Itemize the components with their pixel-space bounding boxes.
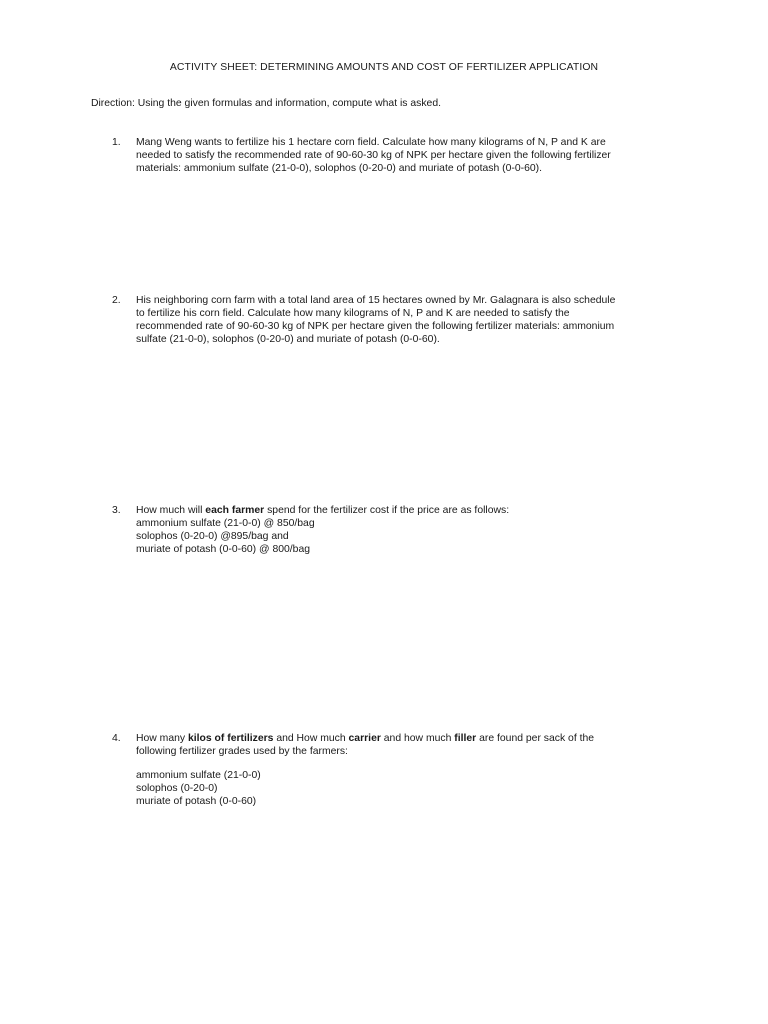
question-emphasis: each farmer bbox=[205, 505, 265, 516]
price-item: solophos (0-20-0) @895/bag and bbox=[136, 531, 289, 542]
question-number: 4. bbox=[112, 733, 121, 744]
question-body bbox=[136, 294, 682, 346]
page-title: ACTIVITY SHEET: DETERMINING AMOUNTS AND COST OF FERTILIZER APPLICATION bbox=[169, 62, 599, 73]
question-line: His neighboring corn farm with a total land area of 15 hectares owned by Mr. Galagnara is also schedule bbox=[136, 295, 616, 306]
question-line: to fertilize his corn field. Calculate how many kilograms of N, P and K are needed to satisfy the bbox=[136, 308, 570, 319]
question-emphasis: filler bbox=[454, 733, 477, 744]
spacer bbox=[136, 758, 682, 769]
question-4 bbox=[112, 732, 682, 808]
fertilizer-item: solophos (0-20-0) bbox=[136, 783, 218, 794]
question-text: and How much bbox=[273, 733, 349, 744]
question-1 bbox=[112, 136, 682, 175]
question-3 bbox=[112, 504, 682, 556]
question-text: and how much bbox=[380, 733, 455, 744]
question-text: spend for the fertilizer cost if the price are as follows: bbox=[264, 505, 510, 516]
question-text: How much will bbox=[136, 505, 206, 516]
price-item: ammonium sulfate (21-0-0) @ 850/bag bbox=[136, 518, 315, 529]
direction-text: Direction: Using the given formulas and information, compute what is asked. bbox=[91, 98, 441, 109]
question-line bbox=[136, 732, 682, 745]
fertilizer-item: muriate of potash (0-0-60) bbox=[136, 796, 257, 807]
question-number: 2. bbox=[112, 295, 121, 306]
question-emphasis: carrier bbox=[348, 733, 381, 744]
question-emphasis: kilos of fertilizers bbox=[187, 733, 274, 744]
price-item: muriate of potash (0-0-60) @ 800/bag bbox=[136, 544, 311, 555]
question-line: materials: ammonium sulfate (21-0-0), solophos (0-20-0) and muriate of potash (0-0-60). bbox=[136, 163, 542, 174]
question-number: 3. bbox=[112, 505, 121, 516]
question-line: following fertilizer grades used by the farmers: bbox=[136, 746, 348, 757]
question-line: needed to satisfy the recommended rate of 90-60-30 kg of NPK per hectare given the following fertilizer bbox=[136, 150, 611, 161]
question-number: 1. bbox=[112, 137, 121, 148]
question-line bbox=[136, 504, 682, 517]
question-line: recommended rate of 90-60-30 kg of NPK per hectare given the following fertilizer materials: ammonium bbox=[136, 321, 615, 332]
question-body bbox=[136, 732, 682, 808]
question-line: sulfate (21-0-0), solophos (0-20-0) and muriate of potash (0-0-60). bbox=[136, 334, 440, 345]
question-2 bbox=[112, 294, 682, 346]
question-text: are found per sack of the bbox=[476, 733, 595, 744]
question-text: How many bbox=[136, 733, 188, 744]
fertilizer-item: ammonium sulfate (21-0-0) bbox=[136, 770, 261, 781]
question-body bbox=[136, 136, 682, 175]
question-body bbox=[136, 504, 682, 556]
question-line: Mang Weng wants to fertilize his 1 hectare corn field. Calculate how many kilograms of N, P and K are bbox=[136, 137, 606, 148]
